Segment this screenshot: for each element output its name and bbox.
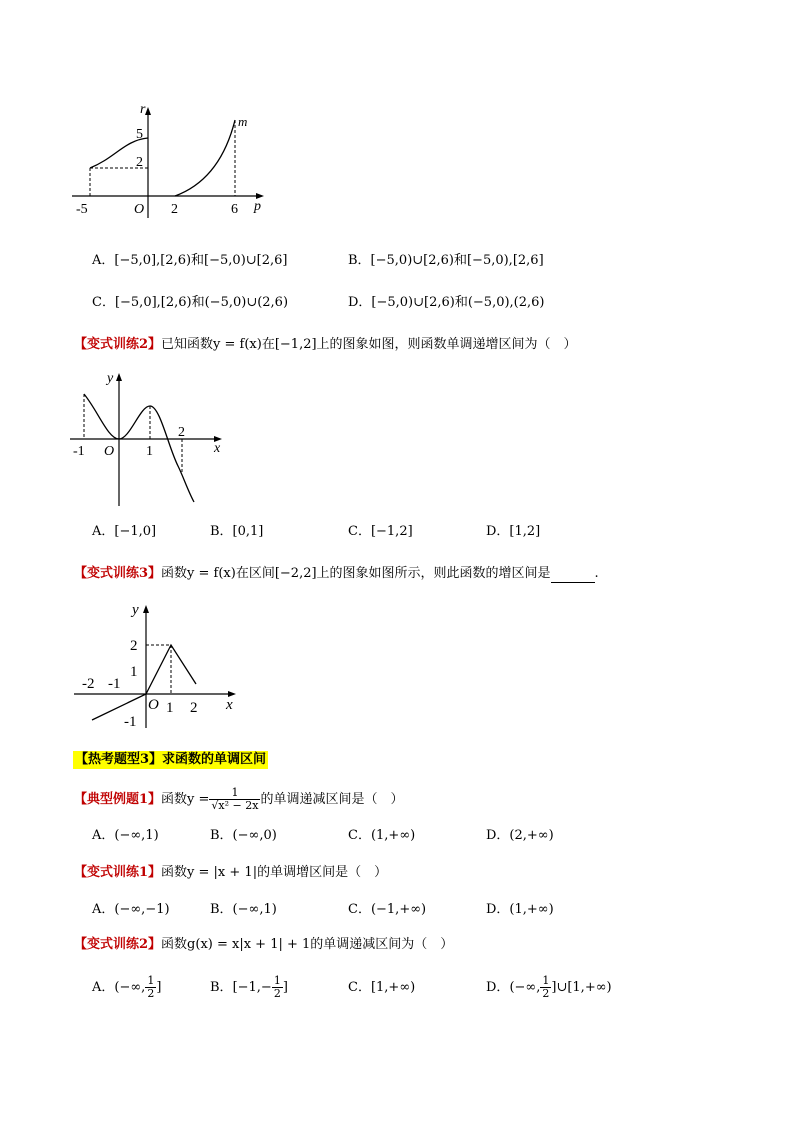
graph1-tick-y: 2: [136, 155, 143, 170]
graph1-tick-x: -5: [76, 202, 88, 217]
graph2-x-label: x: [214, 441, 221, 456]
graph3-tick-y: 2: [130, 638, 138, 654]
q4-option-b[interactable]: B．(−∞,0): [210, 828, 277, 843]
q2-option-c[interactable]: C．[−1,2]: [348, 524, 413, 539]
q4-fraction: [209, 787, 260, 812]
graph2-tick: 1: [146, 444, 153, 459]
graph-1: [70, 100, 270, 220]
q4-option-a[interactable]: A．(−∞,1): [92, 828, 159, 843]
q4-text-after: 的单调递减区间是（ ）: [260, 792, 404, 807]
graph3-origin: O: [148, 697, 159, 713]
q6-d-num: 1: [542, 974, 550, 987]
q5-tag: 【变式训练1】: [74, 865, 162, 880]
graph2-origin: O: [104, 444, 115, 459]
q6-d-close: ]∪[1,+∞): [551, 980, 612, 995]
graph1-tick-x: 6: [231, 202, 238, 217]
q6-text: 函数g(x) = x|x + 1| + 1的单调递减区间为（ ）: [161, 937, 454, 952]
q4-option-d[interactable]: D．(2,+∞): [486, 828, 554, 843]
q2-text: 已知函数y = f(x)在[−1,2]上的图象如图，则函数单调递增区间为（ ）: [161, 337, 577, 352]
q5-option-b[interactable]: B．(−∞,1): [210, 902, 277, 917]
graph3-x-label: x: [226, 697, 233, 713]
q3-stem: [74, 565, 599, 583]
q5-option-c[interactable]: C．(−1,+∞): [348, 902, 427, 917]
q2-tag: 【变式训练2】: [74, 337, 162, 352]
graph2-tick: -1: [73, 444, 85, 459]
q4-tag: 【典型例题1】: [74, 792, 162, 807]
q6-a-num: 1: [147, 974, 155, 987]
q6-a-open: (−∞,: [114, 980, 146, 995]
q4-text-before: 函数y =: [161, 792, 210, 807]
q3-text: 函数y = f(x)在区间[−2,2]上的图象如图所示，则此函数的增区间是: [161, 566, 551, 581]
q6-d-fraction: [540, 975, 551, 1000]
q6-option-a[interactable]: [92, 973, 161, 1003]
q4-stem: [74, 785, 403, 815]
graph2-y-label: y: [107, 371, 114, 386]
graph1-tick-x: 2: [171, 202, 178, 217]
graph-3: [72, 598, 242, 734]
q2-option-a[interactable]: A．[−1,0]: [92, 524, 157, 539]
q2-option-d[interactable]: D．[1,2]: [486, 524, 541, 539]
q1-option-c[interactable]: C．[−5,0],[2,6)和(−5,0)∪(2,6): [92, 295, 289, 310]
graph3-tick-y: 1: [130, 664, 138, 680]
q5-option-a[interactable]: A．(−∞,−1): [92, 902, 170, 917]
graph3-tick-x: -2: [82, 676, 95, 692]
graph1-y-label: r: [140, 102, 146, 117]
q5-text: 函数y = |x + 1|的单调增区间是（ ）: [161, 865, 388, 880]
q1-option-a[interactable]: A．[−5,0],[2,6)和[−5,0)∪[2,6]: [92, 253, 288, 268]
q6-a-label: A．: [92, 980, 115, 995]
graph3-y-label: y: [132, 602, 139, 618]
q2-stem: [74, 336, 577, 354]
q5-option-d[interactable]: D．(1,+∞): [486, 902, 554, 917]
graph1-x-label: p: [254, 199, 261, 214]
q5-stem: [74, 864, 387, 882]
q4-frac-den: √x² − 2x: [211, 799, 259, 812]
q6-stem: [74, 936, 453, 954]
q4-option-c[interactable]: C．(1,+∞): [348, 828, 416, 843]
q3-answer-blank[interactable]: [551, 569, 595, 583]
q6-d-den: 2: [542, 987, 550, 1000]
q6-b-fraction: [272, 975, 283, 1000]
graph3-tick-x: 1: [166, 700, 174, 716]
graph1-curve-label: m: [238, 114, 248, 129]
q2-option-b[interactable]: B．[0,1]: [210, 524, 264, 539]
q6-d-open: (−∞,: [509, 980, 541, 995]
graph2-tick: 2: [178, 425, 185, 440]
q1-option-b[interactable]: B．[−5,0)∪[2,6)和[−5,0),[2,6]: [348, 253, 544, 268]
graph1-tick-y: 5: [136, 127, 143, 142]
q6-option-d[interactable]: [486, 973, 612, 1003]
graph3-tick-x: 2: [190, 700, 198, 716]
q3-tag: 【变式训练3】: [74, 566, 162, 581]
graph3-tick-x: -1: [108, 676, 121, 692]
q6-d-label: D．: [486, 980, 510, 995]
q6-option-b[interactable]: [210, 973, 288, 1003]
q1-option-d[interactable]: D．[−5,0)∪[2,6)和(−5,0),(2,6): [348, 295, 545, 310]
q6-a-den: 2: [147, 987, 155, 1000]
q6-tag: 【变式训练2】: [74, 937, 162, 952]
graph3-tick-y: -1: [124, 714, 137, 730]
graph-2: [68, 366, 228, 510]
q6-a-fraction: [145, 975, 156, 1000]
q6-b-label: B．: [210, 980, 233, 995]
q6-a-close: ]: [156, 980, 162, 995]
q6-option-c[interactable]: C．[1,+∞): [348, 980, 416, 995]
q4-frac-num: 1: [209, 787, 260, 800]
hot-topic-heading: 【热考题型3】求函数的单调区间: [75, 752, 267, 767]
graph1-origin: O: [134, 202, 145, 217]
q3-text-end: .: [594, 566, 599, 581]
q6-b-close: ]: [282, 980, 288, 995]
q6-b-num: 1: [273, 974, 281, 987]
q6-b-den: 2: [273, 987, 281, 1000]
q6-b-open: [−1,−: [232, 980, 272, 995]
